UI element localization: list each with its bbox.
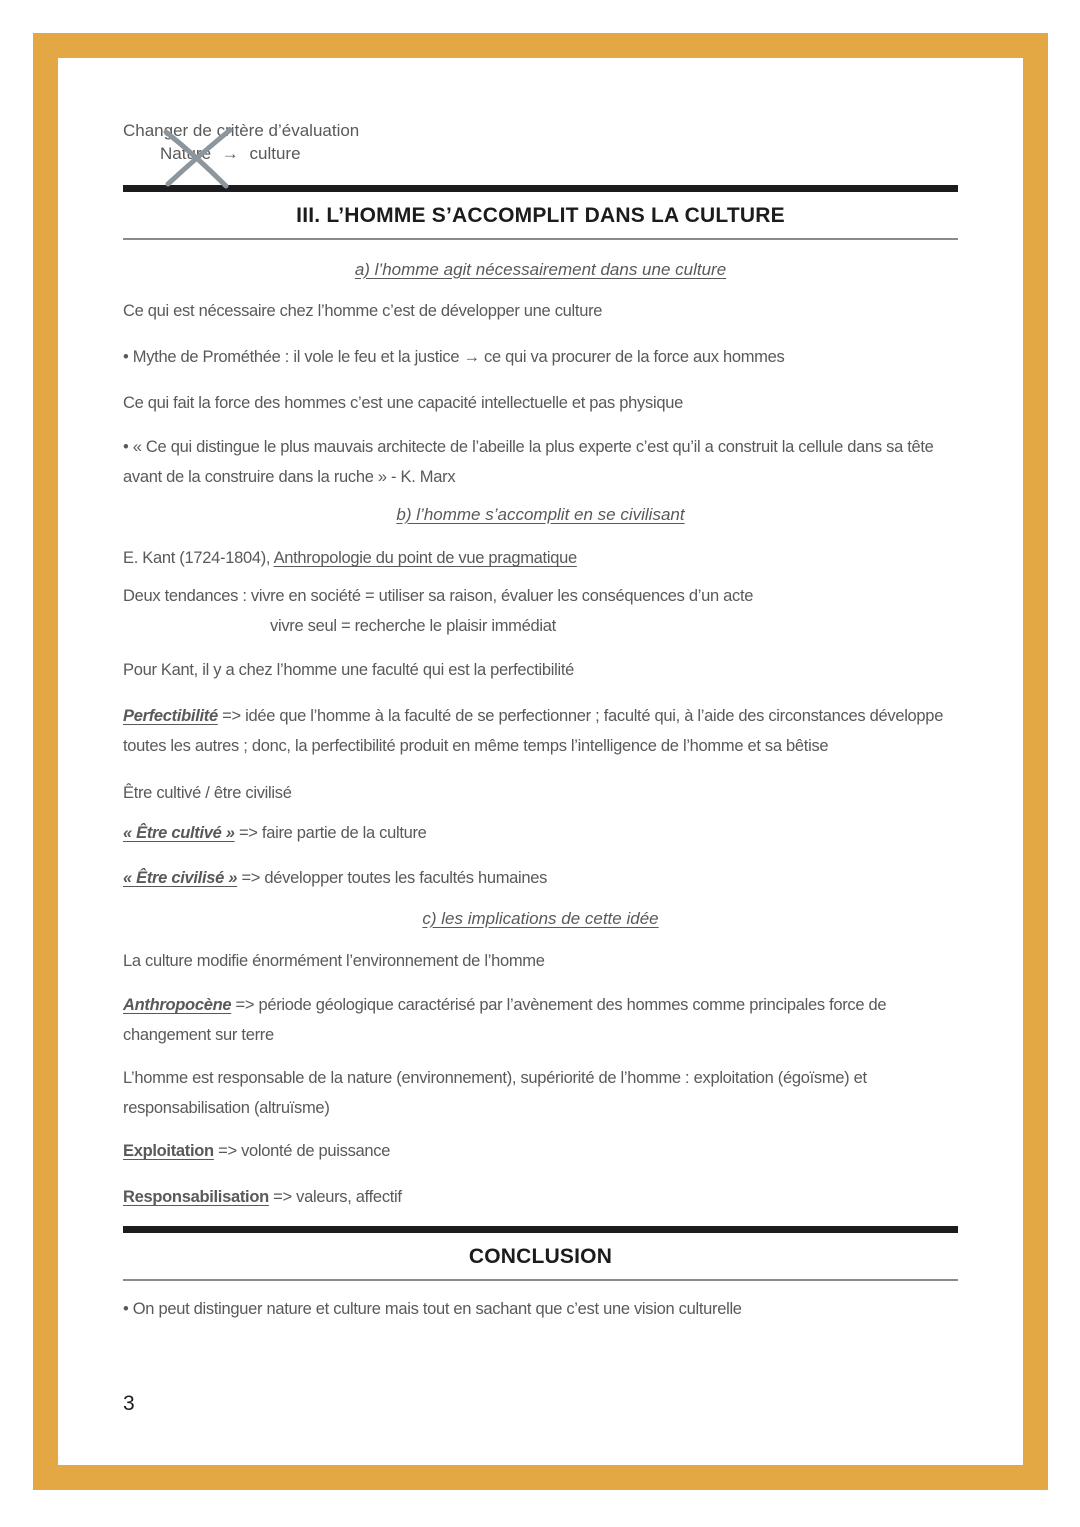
term-exploitation: Exploitation: [123, 1142, 214, 1160]
page-number: 3: [123, 1392, 135, 1415]
paragraph-culture-modifie: La culture modifie énormément l’environnement de l’homme: [123, 952, 545, 970]
kant-ref-prefix: E. Kant (1724-1804),: [123, 549, 274, 567]
paragraph-deux-tendances: [123, 581, 958, 641]
paragraph-force-hommes: Ce qui fait la force des hommes c’est une capacité intellectuelle et pas physique: [123, 394, 683, 412]
term-anthropocene: Anthropocène: [123, 996, 232, 1014]
definition-exploitation: => volonté de puissance: [213, 1142, 391, 1160]
section-3-title: III. L’HOMME S’ACCOMPLIT DANS LA CULTURE: [296, 204, 785, 227]
paragraph-etre-civilise: [123, 863, 958, 893]
note-line-2: [123, 142, 958, 165]
definition-etre-civilise: => développer toutes les facultés humaines: [237, 869, 548, 887]
notes-page: [123, 119, 958, 1324]
paragraph-etre-cultive: [123, 818, 958, 848]
term-responsabilisation: Responsabilisation: [123, 1188, 269, 1206]
struck-word-nature: [160, 142, 211, 165]
subheading-a: a) l’homme agit nécessairement dans une culture: [354, 260, 727, 279]
paragraph-pour-kant: Pour Kant, il y a chez l’homme une faculté qui est la perfectibilité: [123, 661, 575, 679]
note-line-2-rest: culture: [249, 144, 301, 163]
term-etre-cultive: « Être cultivé »: [123, 824, 235, 842]
definition-etre-cultive: => faire partie de la culture: [234, 824, 427, 842]
definition-anthropocene: => période géologique caractérisé par l’avènement des hommes comme principales force de changement sur terre: [123, 996, 887, 1044]
paragraph-conclusion: • On peut distinguer nature et culture mais tout en sachant que c’est une vision culturelle: [123, 1300, 742, 1318]
note-line-1: Changer de critère d’évaluation: [123, 121, 360, 140]
term-etre-civilise: « Être civilisé »: [123, 869, 238, 887]
conclusion-title: CONCLUSION: [468, 1245, 613, 1268]
conclusion-rule-top: [123, 1226, 958, 1233]
paragraph-anthropocene: [123, 990, 958, 1050]
paragraph-cultive-civilise: Être cultivé / être civilisé: [123, 784, 292, 802]
tendances-line-2: vivre seul = recherche le plaisir immédiat: [270, 617, 556, 635]
struck-word-text: Nature: [160, 144, 212, 163]
subheading-b: b) l’homme s’accomplit en se civilisant: [396, 505, 685, 524]
section-3-rule-top: [123, 185, 958, 192]
paragraph-necessaire: Ce qui est nécessaire chez l’homme c’est de développer une culture: [123, 302, 603, 320]
conclusion-rule-bottom: [123, 1279, 958, 1281]
term-perfectibilite: Perfectibilité: [123, 707, 218, 725]
subheading-c: c) les implications de cette idée: [422, 909, 659, 928]
paragraph-marx-quote: • « Ce qui distingue le plus mauvais architecte de l’abeille la plus experte c’est qu’il a construit la cellule dans sa tête avant de la construire dans la ruche » - K. Marx: [123, 438, 934, 486]
section-3-rule-bottom: [123, 238, 958, 240]
paragraph-responsabilisation: [123, 1182, 958, 1212]
paragraph-exploitation: [123, 1136, 958, 1166]
tendances-line-1: Deux tendances : vivre en société = utiliser sa raison, évaluer les conséquences d’un acte: [123, 587, 754, 605]
paragraph-promethee: • Mythe de Prométhée : il vole le feu et la justice → ce qui va procurer de la force aux hommes: [123, 348, 785, 366]
paragraph-perfectibilite: [123, 701, 958, 761]
book-title: Anthropologie du point de vue pragmatique: [273, 549, 577, 567]
paragraph-homme-responsable: L’homme est responsable de la nature (environnement), supériorité de l’homme : exploitation (égoïsme) et responsabilisation (altruïsme): [123, 1069, 867, 1117]
arrow-right-icon: →: [221, 144, 239, 163]
definition-perfectibilite: => idée que l’homme à la faculté de se perfectionner ; faculté qui, à l’aide des circonstances développe toutes les autres ; donc, la perfectibilité produit en même temps l’intelligence de l’homme et sa bêtise: [123, 707, 944, 755]
definition-responsabilisation: => valeurs, affectif: [268, 1188, 402, 1206]
paragraph-kant-reference: [123, 543, 958, 573]
